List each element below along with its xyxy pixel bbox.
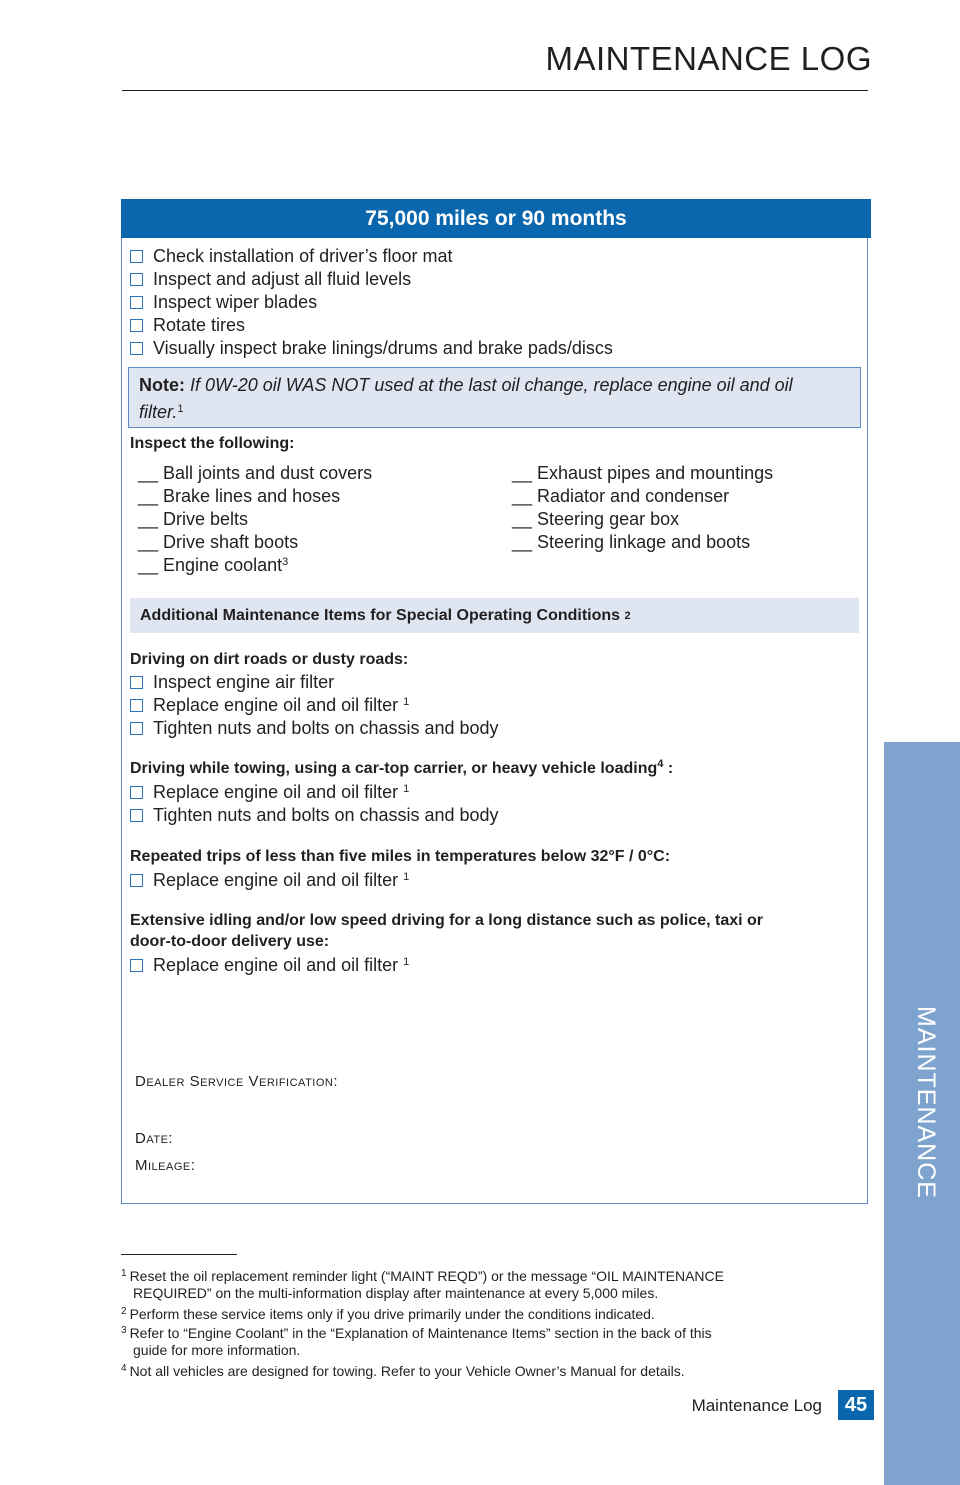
checkbox-icon[interactable] bbox=[130, 296, 143, 309]
inspect-item: __ Engine coolant$^3$ bbox=[138, 555, 289, 575]
footnote: $^1$ Reset the oil replacement reminder light (“MAINT REQD”) or the message “OIL MAINTENANCE bbox=[121, 1268, 724, 1284]
checklist-item[interactable]: Check installation of driver’s floor mat bbox=[130, 245, 452, 268]
checkbox-icon[interactable] bbox=[130, 722, 143, 735]
checkbox-icon[interactable] bbox=[130, 874, 143, 887]
inspect-item: __ Exhaust pipes and mountings bbox=[512, 463, 774, 483]
checklist-item[interactable]: Inspect and adjust all fluid levels bbox=[130, 268, 411, 291]
footnote-ref: 3 bbox=[282, 556, 289, 568]
checkbox-icon[interactable] bbox=[130, 342, 143, 355]
inspect-item: __ Brake lines and hoses bbox=[138, 486, 341, 506]
inspect-item: __ Drive belts bbox=[138, 509, 249, 529]
checkbox-icon[interactable] bbox=[130, 676, 143, 689]
condition-heading: door-to-door delivery use: bbox=[130, 933, 330, 950]
footnote: $^2$ Perform these service items only if you drive primarily under the conditions indicated. bbox=[121, 1306, 655, 1322]
checkbox-icon[interactable] bbox=[130, 809, 143, 822]
footnote-ref: 1 bbox=[403, 696, 410, 708]
note-label: Note: bbox=[139, 375, 185, 395]
checkbox-icon[interactable] bbox=[130, 319, 143, 332]
interval-header-text: 75,000 miles or 90 months bbox=[365, 206, 627, 230]
condition-heading: Extensive idling and/or low speed driving for a long distance such as police, taxi or bbox=[130, 912, 764, 929]
interval-header bbox=[121, 199, 871, 238]
footnote-ref: 1 bbox=[403, 871, 410, 883]
checklist-item[interactable]: Visually inspect brake linings/drums and brake pads/discs bbox=[130, 337, 613, 360]
footnote: $^4$ Not all vehicles are designed for towing. Refer to your Vehicle Owner’s Manual for details. bbox=[121, 1363, 685, 1379]
dealer-verification-label: Dealer Service Verification: bbox=[135, 1073, 339, 1090]
condition-heading: Driving while towing, using a car-top carrier, or heavy vehicle loading$^4$ : bbox=[130, 758, 674, 777]
page-title: MAINTENANCE LOG bbox=[545, 40, 872, 77]
inspect-item: __ Ball joints and dust covers bbox=[138, 463, 373, 483]
footnote-ref: 1 bbox=[403, 783, 410, 795]
note-text-line1: If 0W-20 oil WAS NOT used at the last oil change, replace engine oil and oil bbox=[190, 375, 793, 395]
footnote: $^3$ Refer to “Engine Coolant” in the “Explanation of Maintenance Items” section in the back of this bbox=[121, 1325, 712, 1341]
checklist-item[interactable]: Replace engine oil and oil filter $^1$ bbox=[130, 954, 409, 977]
checklist-item[interactable]: Replace engine oil and oil filter $^1$ bbox=[130, 781, 409, 804]
side-tab-label: MAINTENANCE bbox=[912, 1006, 940, 1199]
inspect-heading: Inspect the following: bbox=[130, 435, 295, 452]
footnote-continuation: REQUIRED” on the multi-information display after maintenance at every 5,000 miles. bbox=[133, 1285, 659, 1301]
footnote-continuation: guide for more information. bbox=[133, 1342, 301, 1358]
checklist-item[interactable]: Replace engine oil and oil filter $^1$ bbox=[130, 869, 409, 892]
inspect-item: __ Radiator and condenser bbox=[512, 486, 730, 506]
oil-note bbox=[128, 367, 861, 428]
checklist-item[interactable]: Replace engine oil and oil filter $^1$ bbox=[130, 694, 409, 717]
checkbox-icon[interactable] bbox=[130, 786, 143, 799]
footnote-ref: 1 bbox=[177, 403, 184, 415]
date-label: Date: bbox=[135, 1130, 174, 1147]
mileage-label: Mileage: bbox=[135, 1157, 196, 1174]
footnote-ref: 4 bbox=[657, 758, 664, 770]
footer-label: Maintenance Log bbox=[691, 1396, 822, 1415]
checkbox-icon[interactable] bbox=[130, 959, 143, 972]
checklist-item[interactable]: Tighten nuts and bolts on chassis and body bbox=[130, 717, 499, 740]
inspect-item: __ Steering gear box bbox=[512, 509, 680, 529]
footnote-ref: 1 bbox=[403, 956, 410, 968]
checkbox-icon[interactable] bbox=[130, 250, 143, 263]
note-text-line2: filter. bbox=[139, 402, 178, 422]
checkbox-icon[interactable] bbox=[130, 699, 143, 712]
page-number: 45 bbox=[838, 1390, 874, 1420]
checklist-item[interactable]: Tighten nuts and bolts on chassis and body bbox=[130, 804, 499, 827]
checklist-item[interactable]: Inspect engine air filter bbox=[130, 671, 334, 694]
inspect-item: __ Drive shaft boots bbox=[138, 532, 299, 552]
condition-heading: Repeated trips of less than five miles in temperatures below 32°F / 0°C: bbox=[130, 848, 671, 865]
special-conditions-banner: Additional Maintenance Items for Special Operating Conditions 2 bbox=[130, 598, 859, 633]
checklist-item[interactable]: Inspect wiper blades bbox=[130, 291, 317, 314]
condition-heading: Driving on dirt roads or dusty roads: bbox=[130, 651, 409, 668]
checkbox-icon[interactable] bbox=[130, 273, 143, 286]
footnote-rule bbox=[121, 1254, 237, 1255]
inspect-item: __ Steering linkage and boots bbox=[512, 532, 751, 552]
title-rule bbox=[122, 90, 868, 91]
checklist-item[interactable]: Rotate tires bbox=[130, 314, 245, 337]
